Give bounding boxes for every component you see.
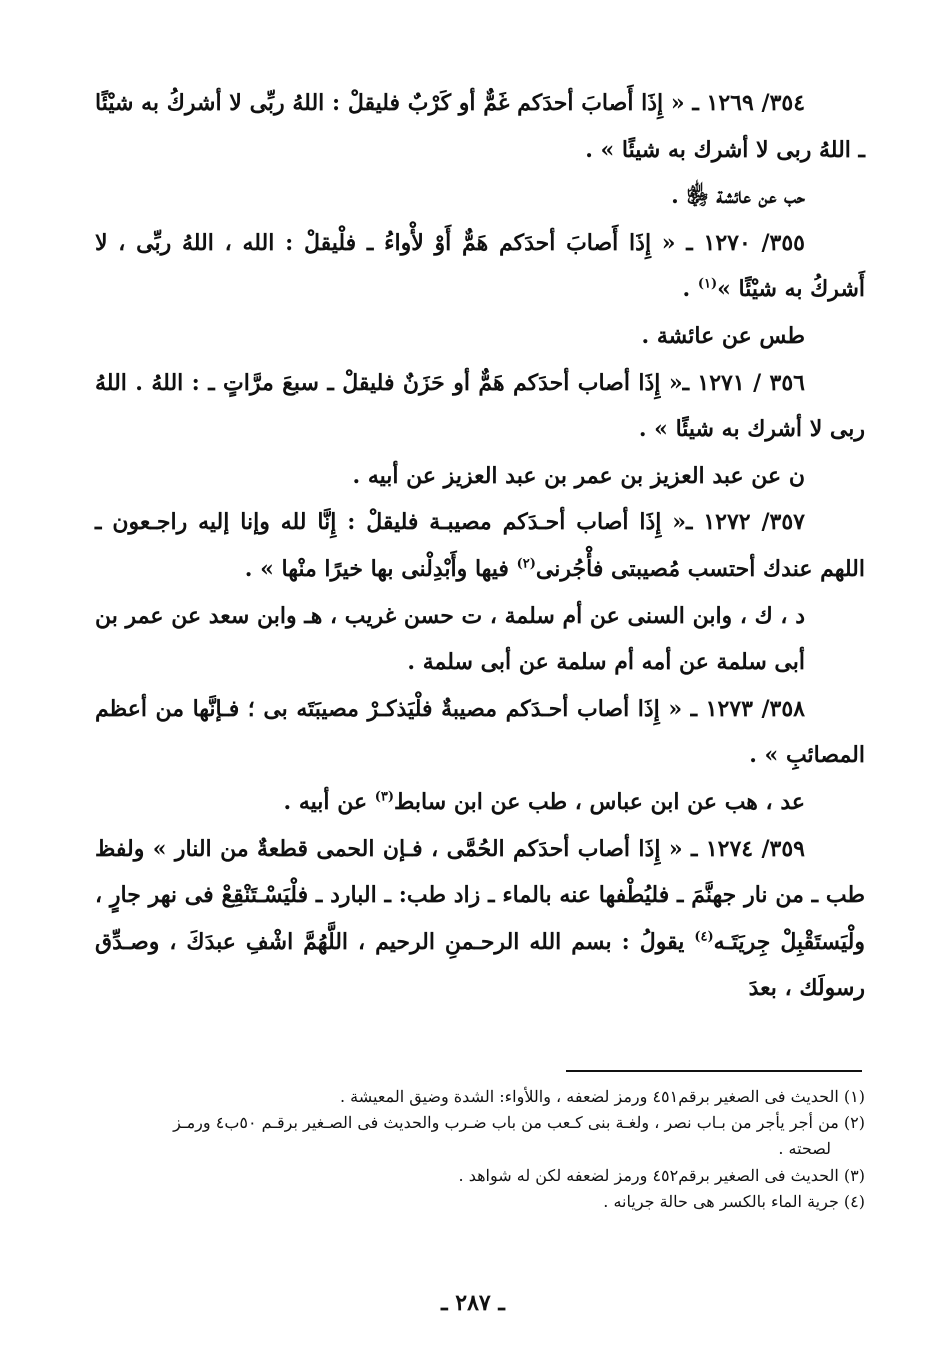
- footnote-separator: [566, 1070, 862, 1072]
- hadith-text: ٣٥٥/ ١٢٧٠ ـ « إِذَا أَصابَ أحدَكم هَمٌّ أَوْ لأْواءُ ـ فلْيقلْ : الله ، اللهُ ربِّى ، لا أَشركُ به شيْئًا »: [95, 229, 865, 303]
- main-text: [95, 80, 865, 1012]
- source-text: د ، ك ، وابن السنى عن أم سلمة ، ت حسن غريب ، هـ وابن سعد عن عمر بن أبى سلمة عن أمه أم سلمة عن أبى سلمة .: [95, 602, 805, 676]
- hadith-text-continuation: عن أبيه .: [283, 788, 375, 815]
- hadith-text: ٣٥٤/ ١٢٦٩ ـ « إِذَا أَصابَ أحدَكم غَمٌّ أو كَرْبٌ فليقلْ : اللهُ ربِّى لا أشركُ به شيْئًا ـ اللهُ ربى لا أشرك به شيئًا » .: [95, 90, 865, 163]
- footnote-reference[interactable]: (٤): [694, 929, 714, 945]
- hadith-source: [95, 779, 865, 826]
- footnote-reference[interactable]: (٣): [374, 789, 395, 805]
- hadith-entry: [95, 499, 865, 592]
- source-text: عد ، هب عن ابن عباس ، طب عن ابن سابط: [394, 788, 805, 815]
- hadith-source: [95, 453, 865, 500]
- hadith-text: ٣٥٨/ ١٢٧٣ ـ « إِذَا أصاب أحـدَكم مصيبةٌ فلْيَذكـرْ مصيبَتَه بى ؛ فـإنَّها من أعظم المصائبِ » .: [95, 695, 865, 769]
- footnote: (٤) جرية الماء بالكسر هى حالة جريانه .: [603, 1191, 865, 1211]
- hadith-source: [95, 313, 865, 360]
- hadith-entry: [95, 686, 865, 779]
- hadith-entry: [95, 220, 865, 313]
- source-text: حب عن عائشة ﵂ .: [671, 183, 805, 210]
- footnote: لصحته .: [778, 1139, 831, 1159]
- hadith-text: ٣٥٩/ ١٢٧٤ ـ « إِذَا أصاب أحدَكم الحُمَّى ، فـإن الحمى قطعةٌ من النار » ولفظ طب ـ من نار جهنَّمَ ـ فليُطْفها عنه بالماء ـ زاد طب: ـ البارد ـ فلْيَسْـتَنْقِعْ فى نهر جارٍ ، ولْيَستَقْبِلْ جِريَتَـه: [95, 835, 865, 955]
- hadith-text: ٣٥٦ / ١٢٧١ ـ« إِذَا أصاب أحدَكم هَمٌّ أو حَزَنٌ فليقلْ ـ سبعَ مرَّاتٍ ـ : اللهُ . اللهُ ربى لا أشرك به شيئًا » .: [95, 369, 865, 443]
- hadith-entry: [95, 80, 865, 173]
- hadith-entry: [95, 826, 865, 1012]
- page-number: ـ ٢٨٧ ـ: [441, 1290, 505, 1316]
- hadith-text-continuation: فيها وأَبْدِلْنى بها خيرًا منْها » .: [244, 555, 517, 582]
- footnote: (٣) الحديث فى الصغير برقم٤٥٢ ورمز لضعفه لكن له شواهد .: [458, 1165, 865, 1185]
- footnote-reference[interactable]: (٢): [516, 556, 536, 572]
- footnote: (١) الحديث فى الصغير برقم٤٥١ ورمز لضعفه ، واللأواء: الشدة وضيق المعيشة .: [340, 1087, 865, 1106]
- hadith-source: [95, 593, 865, 686]
- footnote: (٢) من أجر يأجر من بـاب نصر ، ولغـة بنى كـعب من باب ضـرب والحديث فى الصـغير برقـم ٥٠ب٤ ورمـز: [173, 1113, 865, 1133]
- footnotes: [95, 1084, 865, 1215]
- hadith-source: [95, 173, 865, 220]
- source-text: طس عن عائشة .: [641, 322, 805, 349]
- source-text: ن عن عبد العزيز بن عمر بن عبد العزيز عن أبيه .: [352, 462, 805, 489]
- hadith-text-continuation: يقولُ : بسم الله الرحـمنِ الرحيم ، اللَّهُمَّ اشْفِ عبدَكَ ، وصـدِّق رسولَك ، بعدَ: [95, 928, 865, 1002]
- hadith-text: ٣٥٧/ ١٢٧٢ ـ« إِذَا أصاب أحـدَكم مصيبـة فليقلْ : إِنَّا لله وإنا إليه راجـعون ـ اللهم عندك أحتسب مُصيبتى فأْجُرنى: [95, 509, 865, 582]
- hadith-entry: [95, 360, 865, 453]
- hadith-text-continuation: .: [682, 276, 698, 303]
- footnote-reference[interactable]: (١): [697, 277, 718, 293]
